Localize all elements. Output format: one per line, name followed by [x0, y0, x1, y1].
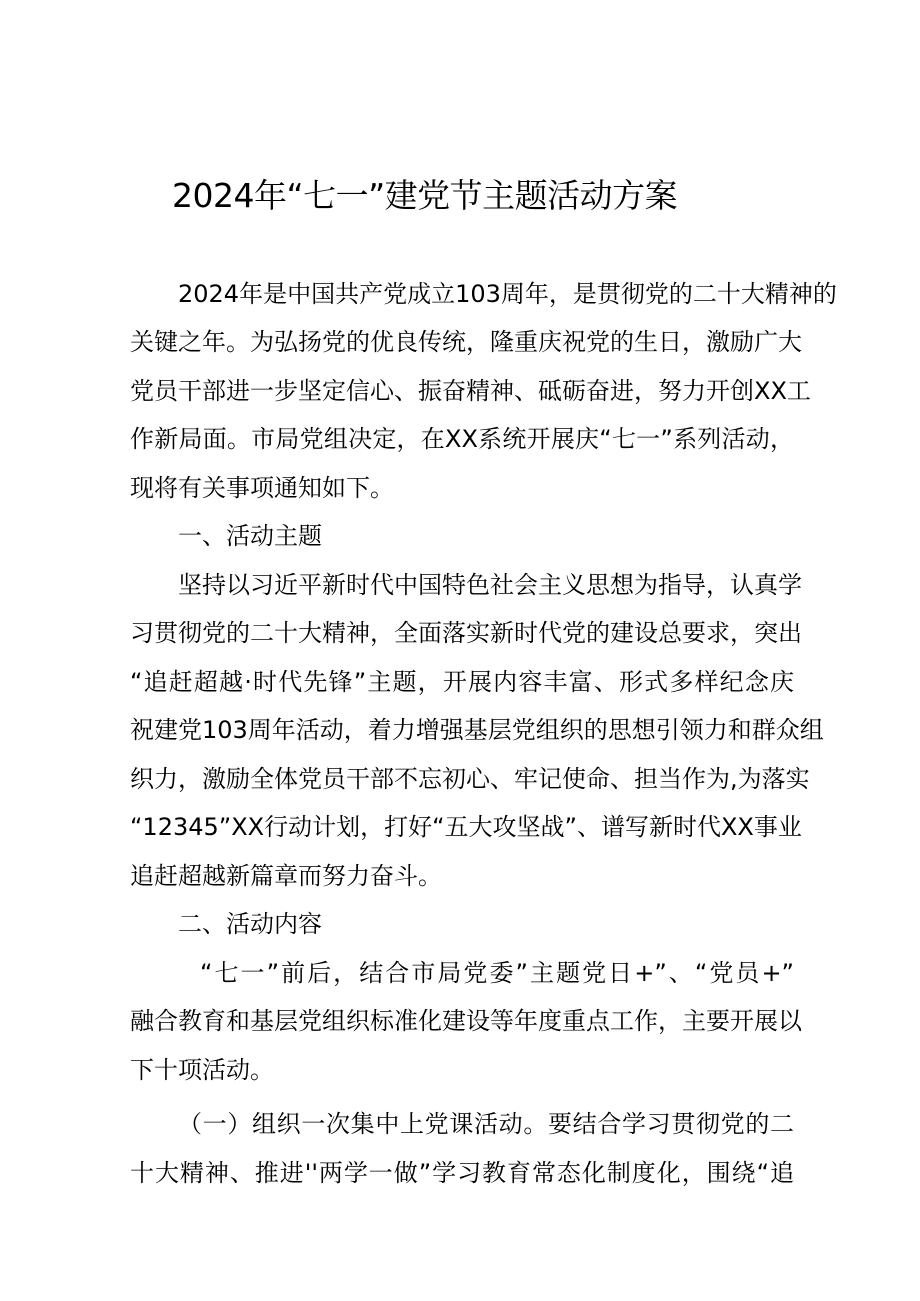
paragraph-line: 织力，激励全体党员干部不忘初心、牢记使命、担当作为,为落实 [130, 765, 810, 793]
paragraph-line: 追赶超越新篇章而努力奋斗。 [130, 862, 442, 890]
paragraph-line: “追赶超越·时代先锋”主题，开展内容丰富、形式多样纪念庆 [130, 668, 794, 696]
paragraph-line: 习贯彻党的二十大精神，全面落实新时代党的建设总要求，突出 [130, 619, 802, 647]
document-title: 2024年“七一”建党节主题活动方案 [172, 176, 678, 215]
paragraph-line: 现将有关事项通知如下。 [130, 474, 394, 502]
paragraph-line: 党员干部进一步坚定信心、振奋精神、砥砺奋进，努力开创XX工 [130, 377, 811, 405]
paragraph-line: 下十项活动。 [130, 1056, 274, 1084]
paragraph-line: 十大精神、推进''两学一做”学习教育常态化制度化，围绕“追 [130, 1159, 794, 1187]
paragraph-line: 融合教育和基层党组织标准化建设等年度重点工作，主要开展以 [130, 1007, 802, 1035]
section-heading: 一、活动主题 [178, 522, 322, 550]
paragraph-line: 2024年是中国共产党成立103周年，是贯彻党的二十大精神的 [178, 280, 837, 308]
paragraph-line: 坚持以习近平新时代中国特色社会主义思想为指导，认真学 [178, 571, 802, 599]
paragraph-line: （一）组织一次集中上党课活动。要结合学习贯彻党的二 [178, 1110, 794, 1138]
paragraph-line: “七一”前后，结合市局党委”主题党日+”、“党员+” [200, 959, 794, 987]
paragraph-line: “12345”XX行动计划，打好“五大攻坚战”、谱写新时代XX事业 [130, 813, 802, 841]
paragraph-line: 作新局面。市局党组决定，在XX系统开展庆“七一”系列活动， [130, 425, 794, 453]
section-heading: 二、活动内容 [178, 910, 322, 938]
paragraph-line: 关键之年。为弘扬党的优良传统，隆重庆祝党的生日，激励广大 [130, 328, 802, 356]
paragraph-line: 祝建党103周年活动，着力增强基层党组织的思想引领力和群众组 [130, 716, 824, 744]
